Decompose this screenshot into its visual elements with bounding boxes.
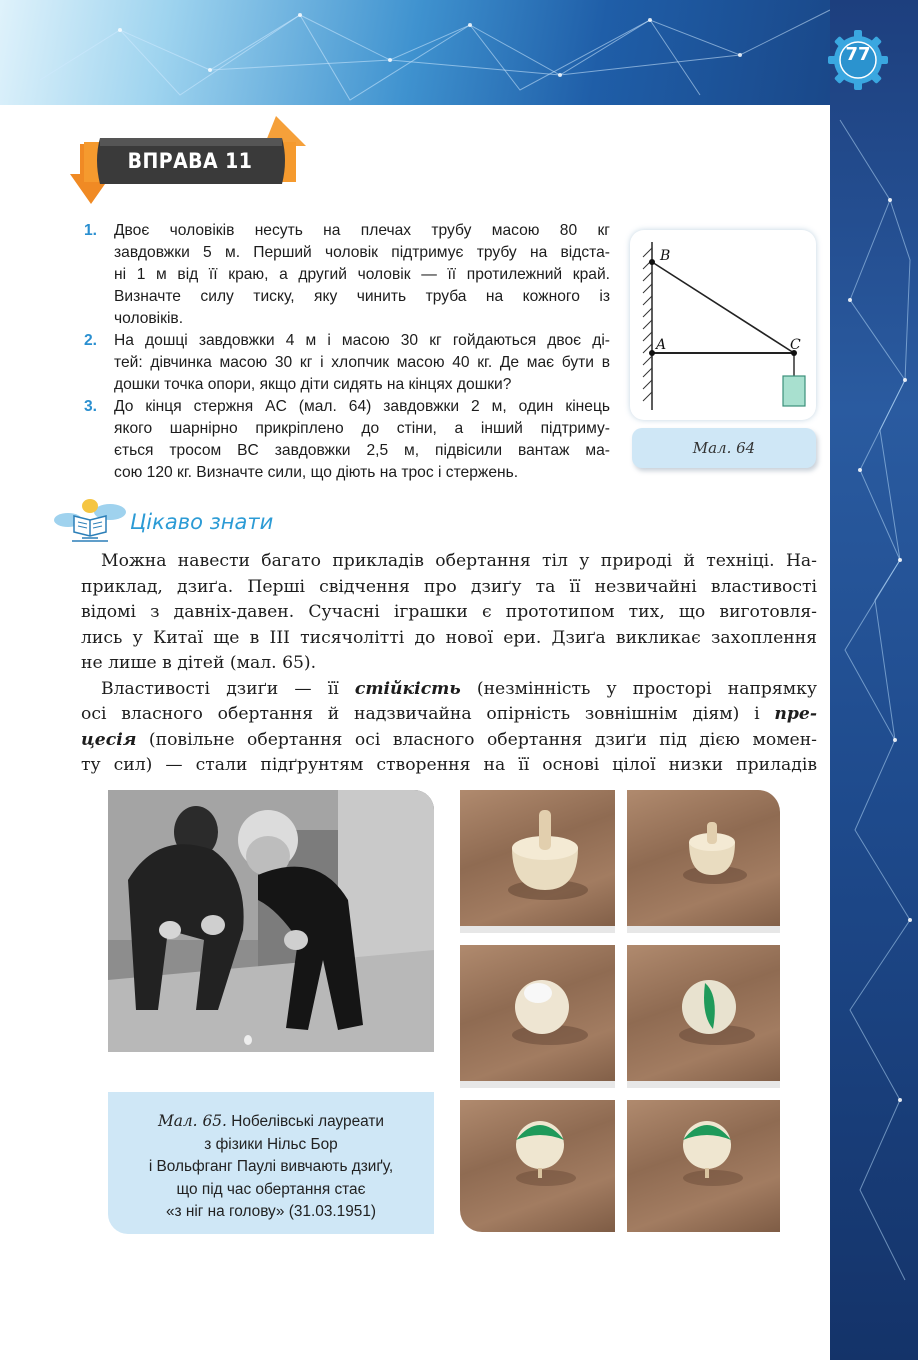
caption-line: і Вольфганг Паулі вивчають дзиґу, xyxy=(148,1158,394,1175)
exercise-line: Визначте силу тиску, яку чинить труба на кожного із xyxy=(114,288,610,305)
exercise-item xyxy=(84,330,610,396)
exercise-line: сою 120 кг. Визначте сили, що діють на трос і стержень. xyxy=(114,464,519,481)
exercise-item xyxy=(84,396,610,484)
spinning-top-sequence xyxy=(460,790,780,1232)
text-line: приклад, дзиґа. Перші свідчення про дзиґу та її незвичайні властивості xyxy=(81,576,817,597)
spinning-top-photo xyxy=(460,1100,615,1232)
spinning-top-photo xyxy=(627,790,780,933)
text-line: лись у Китаї ще в III тисячолітті до нової ери. Дзиґа викликає захоплення xyxy=(81,627,817,648)
text-fragment: осі власного обертання й надзвичайна опірність зовнішнім діям) і xyxy=(81,704,775,724)
exercise-number: 1. xyxy=(84,222,98,239)
exercise-line: тей: дівчинка масою 30 кг і хлопчик масою 40 кг. Де має бути в xyxy=(114,354,610,371)
body-text xyxy=(81,549,817,779)
text-line: відомі з давніх-давен. Сучасні іграшки є прототипом тих, що виготовля- xyxy=(81,602,817,622)
spinning-top-photo xyxy=(627,945,780,1088)
exercise-line: якого шарнірно прикріплено до стіни, а інший підтриму- xyxy=(114,420,610,437)
spinning-top-photo xyxy=(627,1100,780,1232)
exercise-item xyxy=(84,220,610,330)
exercise-number: 3. xyxy=(84,398,98,415)
term-precession: пре- xyxy=(774,704,817,724)
text-line: Можна навести багато прикладів обертання тіл у природі й техніці. На- xyxy=(101,551,817,571)
text-fragment: (повільне обертання осі власного обертання дзиґи під дією момен- xyxy=(136,729,817,750)
exercise-line: ється тросом BC завдовжки 2,5 м, підвісили вантаж ма- xyxy=(114,442,610,459)
caption-line: що під час обертання стає xyxy=(176,1180,366,1198)
text-line xyxy=(101,677,817,703)
figure-64-diagram xyxy=(630,230,816,420)
section-heading: Цікаво знати xyxy=(130,510,274,534)
text-line xyxy=(81,702,817,728)
spinning-top-photo xyxy=(460,790,615,933)
figure-64-caption: Мал. 64 xyxy=(632,428,816,468)
text-fragment: (незмінність у просторі напрямку xyxy=(460,678,817,699)
point-label-b: B xyxy=(660,248,671,264)
exercise-line: До кінця стержня AC (мал. 64) завдовжки 2 м, один кінець xyxy=(114,398,610,415)
text-line: ту сил) — стали підґрунтям створення на її основі цілої низки приладів xyxy=(81,755,817,775)
exercise-line: чоловіків. xyxy=(114,310,184,327)
term-precession: цесія xyxy=(81,729,137,750)
point-label-c: C xyxy=(790,337,801,353)
header-banner xyxy=(0,0,918,105)
spinning-top-photo xyxy=(460,945,615,1088)
text-line: не лише в дітей (мал. 65). xyxy=(81,653,317,673)
exercise-title: ВПРАВА 11 xyxy=(127,149,253,173)
text-line xyxy=(81,728,817,754)
caption-line: з фізики Нільс Бор xyxy=(204,1135,338,1153)
exercise-number: 2. xyxy=(84,332,98,349)
text-fragment: Властивості дзиґи — її xyxy=(101,678,355,699)
paragraph xyxy=(81,677,817,779)
open-book-icon xyxy=(52,498,128,542)
page-number: 77 xyxy=(845,44,871,65)
exercise-line: Двоє чоловіків несуть на плечах трубу масою 80 кг xyxy=(114,222,610,239)
term-stability: стійкість xyxy=(354,678,461,699)
paragraph xyxy=(81,549,817,677)
exercise-line: На дошці завдовжки 4 м і масою 30 кг гойдаються двоє ді- xyxy=(114,332,610,349)
caption-label: Мал. 65. xyxy=(157,1112,227,1130)
caption-line: Нобелівські лауреати xyxy=(231,1113,385,1130)
side-decoration xyxy=(830,0,918,1360)
exercise-list xyxy=(84,220,610,484)
exercise-line: завдовжки 5 м. Перший чоловік підтримує трубу на відста- xyxy=(114,244,610,261)
point-label-a: A xyxy=(656,337,667,353)
exercise-line: ні 1 м від її краю, а другий чоловік — її протилежний край. xyxy=(114,266,610,283)
figure-65-caption xyxy=(108,1092,434,1234)
figure-65-photo xyxy=(108,790,434,1052)
caption-line: «з ніг на голову» (31.03.1951) xyxy=(165,1203,377,1220)
exercise-line: дошки точка опори, якщо діти сидять на кінцях дошки? xyxy=(114,376,512,393)
